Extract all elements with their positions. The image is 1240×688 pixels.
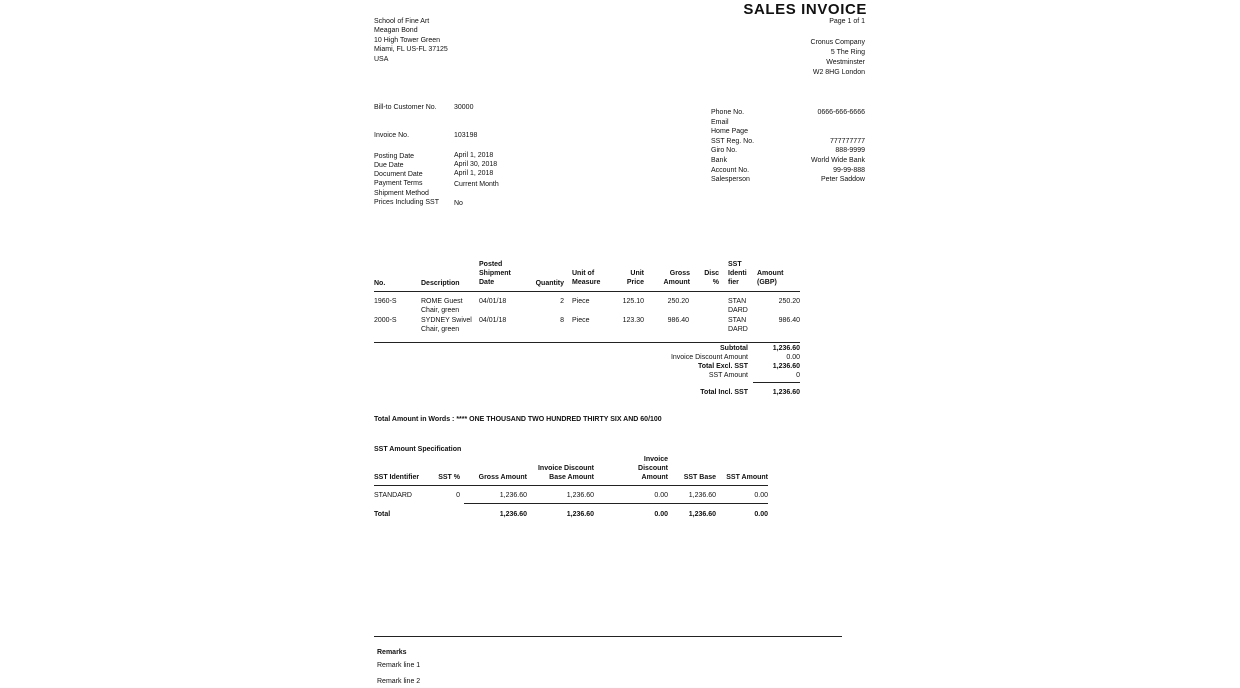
prices-incl-sst-value: No	[454, 200, 463, 207]
company-info-value: Peter Saddow	[821, 176, 865, 183]
customer-address-line: School of Fine Art	[374, 18, 430, 25]
company-info-label: Giro No.	[711, 147, 738, 154]
cell-amount: 250.20	[778, 298, 800, 305]
company-info-label: Email	[711, 119, 729, 126]
sst-cell-base: 1,236.60	[688, 492, 716, 499]
company-address-line: W2 8HG London	[812, 69, 865, 76]
company-address-line: Westminster	[826, 59, 865, 66]
bill-to-label: Bill-to Customer No.	[374, 104, 437, 111]
sst-cell-identifier: STANDARD	[374, 492, 412, 499]
company-info-label: SST Reg. No.	[711, 138, 755, 145]
company-info-value: World Wide Bank	[811, 157, 865, 164]
col-sst-identifier: SST Identifier	[374, 474, 420, 481]
cell-no: 1960-S	[374, 298, 397, 305]
document-title: SALES INVOICE	[743, 1, 867, 18]
invoice-discount-value: 0.00	[786, 354, 800, 361]
col-quantity: Quantity	[535, 280, 564, 287]
remarks-title: Remarks	[377, 649, 407, 656]
sst-amount-value: 0	[796, 372, 800, 379]
col-description: Description	[421, 280, 460, 287]
col-sst-pct: SST %	[438, 474, 460, 481]
company-info-value: 99-99-888	[833, 167, 865, 174]
company-info-label: Home Page	[711, 128, 748, 135]
page-number: Page 1 of 1	[829, 18, 865, 25]
company-address-line: Cronus Company	[810, 39, 865, 46]
col-amount: Amount (GBP)	[757, 270, 784, 286]
due-date-value: April 30, 2018	[454, 161, 498, 168]
total-incl-sst-value: 1,236.60	[772, 389, 800, 396]
sst-total-base: 1,236.60	[688, 511, 716, 518]
total-incl-sst-label: Total Incl. SST	[700, 389, 748, 396]
sst-total-gross: 1,236.60	[499, 511, 527, 518]
total-excl-sst-label: Total Excl. SST	[697, 363, 748, 370]
col-sst-amount: SST Amount	[726, 474, 768, 481]
customer-address-line: 10 High Tower Green	[374, 37, 441, 44]
sst-spec-title: SST Amount Specification	[374, 446, 462, 453]
due-date-label: Due Date	[374, 162, 404, 169]
cell-amount: 986.40	[778, 317, 800, 324]
col-sst-identifier: SST Identi fier	[728, 261, 747, 286]
col-sst-base: SST Base	[683, 474, 716, 481]
company-address-line: 5 The Ring	[830, 49, 865, 56]
payment-terms-value: Current Month	[454, 181, 499, 188]
amount-in-words	[374, 415, 662, 424]
cell-quantity: 8	[560, 317, 564, 324]
sst-cell-disc-base: 1,236.60	[566, 492, 594, 499]
col-unit-of-measure: Unit of Measure	[572, 270, 601, 286]
company-info-value: 777777777	[829, 138, 865, 145]
payment-terms-label: Payment Terms	[374, 180, 423, 187]
sst-total-divider	[464, 503, 768, 504]
sst-amount-label: SST Amount	[708, 372, 748, 379]
cell-no: 2000-S	[374, 317, 397, 324]
subtotal-label: Subtotal	[720, 345, 748, 352]
cell-gross: 250.20	[667, 298, 689, 305]
company-info-value: 0666-666-6666	[817, 109, 865, 116]
col-invoice-discount-base: Invoice Discount Base Amount	[537, 465, 594, 481]
cell-quantity: 2	[560, 298, 564, 305]
customer-address-line: USA	[374, 56, 389, 63]
total-excl-sst-value: 1,236.60	[772, 363, 800, 370]
cell-uom: Piece	[572, 298, 590, 305]
shipment-method-label: Shipment Method	[374, 190, 429, 197]
customer-address-line: Miami, FL US-FL 37125	[374, 46, 448, 53]
cell-gross: 986.40	[667, 317, 689, 324]
posting-date-value: April 1, 2018	[454, 152, 494, 159]
remark-line: Remark line 1	[377, 662, 421, 669]
col-unit-price: Unit Price	[626, 270, 644, 286]
bill-to-value: 30000	[454, 104, 474, 111]
prices-incl-sst-label: Prices Including SST	[374, 199, 439, 206]
remarks-divider	[374, 636, 842, 637]
totals-divider	[753, 382, 800, 383]
cell-unit-price: 125.10	[622, 298, 644, 305]
cell-date: 04/01/18	[479, 298, 507, 305]
company-info-label: Salesperson	[711, 176, 750, 183]
document-date-value: April 1, 2018	[454, 170, 494, 177]
posting-date-label: Posting Date	[374, 153, 415, 160]
invoice-no-value: 103198	[454, 132, 478, 139]
customer-address-line: Meagan Bond	[374, 27, 418, 34]
amount-in-words-value: **** ONE THOUSAND TWO HUNDRED THIRTY SIX AND 60/100	[456, 416, 662, 423]
header-divider	[374, 291, 800, 292]
sst-total-disc-amount: 0.00	[654, 511, 668, 518]
cell-sst: STAN DARD	[728, 298, 748, 314]
sst-total-disc-base: 1,236.60	[566, 511, 594, 518]
sst-total-label: Total	[374, 511, 391, 518]
cell-description: SYDNEY Swivel Chair, green	[421, 317, 472, 333]
invoice-discount-label: Invoice Discount Amount	[670, 354, 748, 361]
sst-cell-disc-amount: 0.00	[654, 492, 668, 499]
col-gross-amount: Gross Amount	[478, 474, 527, 481]
company-info-label: Bank	[711, 157, 727, 164]
sst-cell-amount: 0.00	[754, 492, 768, 499]
cell-unit-price: 123.30	[622, 317, 644, 324]
cell-uom: Piece	[572, 317, 590, 324]
col-no: No.	[374, 280, 386, 287]
sst-cell-gross: 1,236.60	[499, 492, 527, 499]
company-info-value: 888-9999	[835, 147, 865, 154]
amount-in-words-label: Total Amount in Words :	[374, 416, 455, 423]
col-invoice-discount-amount: Invoice Discount Amount	[638, 456, 668, 481]
company-info-label: Account No.	[711, 167, 750, 174]
col-gross-amount: Gross Amount	[663, 270, 690, 286]
cell-sst: STAN DARD	[728, 317, 748, 333]
col-posted-shipment-date: Posted Shipment Date	[479, 261, 511, 286]
invoice-no-label: Invoice No.	[374, 132, 410, 139]
company-info-label: Phone No.	[711, 109, 745, 116]
subtotal-value: 1,236.60	[772, 345, 800, 352]
sst-cell-pct: 0	[456, 492, 460, 499]
sst-header-divider	[374, 485, 768, 486]
sst-total-amount: 0.00	[754, 511, 768, 518]
remark-line: Remark line 2	[377, 678, 421, 685]
col-disc-pct: Disc %	[704, 270, 719, 286]
document-date-label: Document Date	[374, 171, 423, 178]
lines-divider	[374, 342, 800, 343]
cell-date: 04/01/18	[479, 317, 507, 324]
cell-description: ROME Guest Chair, green	[421, 298, 463, 314]
